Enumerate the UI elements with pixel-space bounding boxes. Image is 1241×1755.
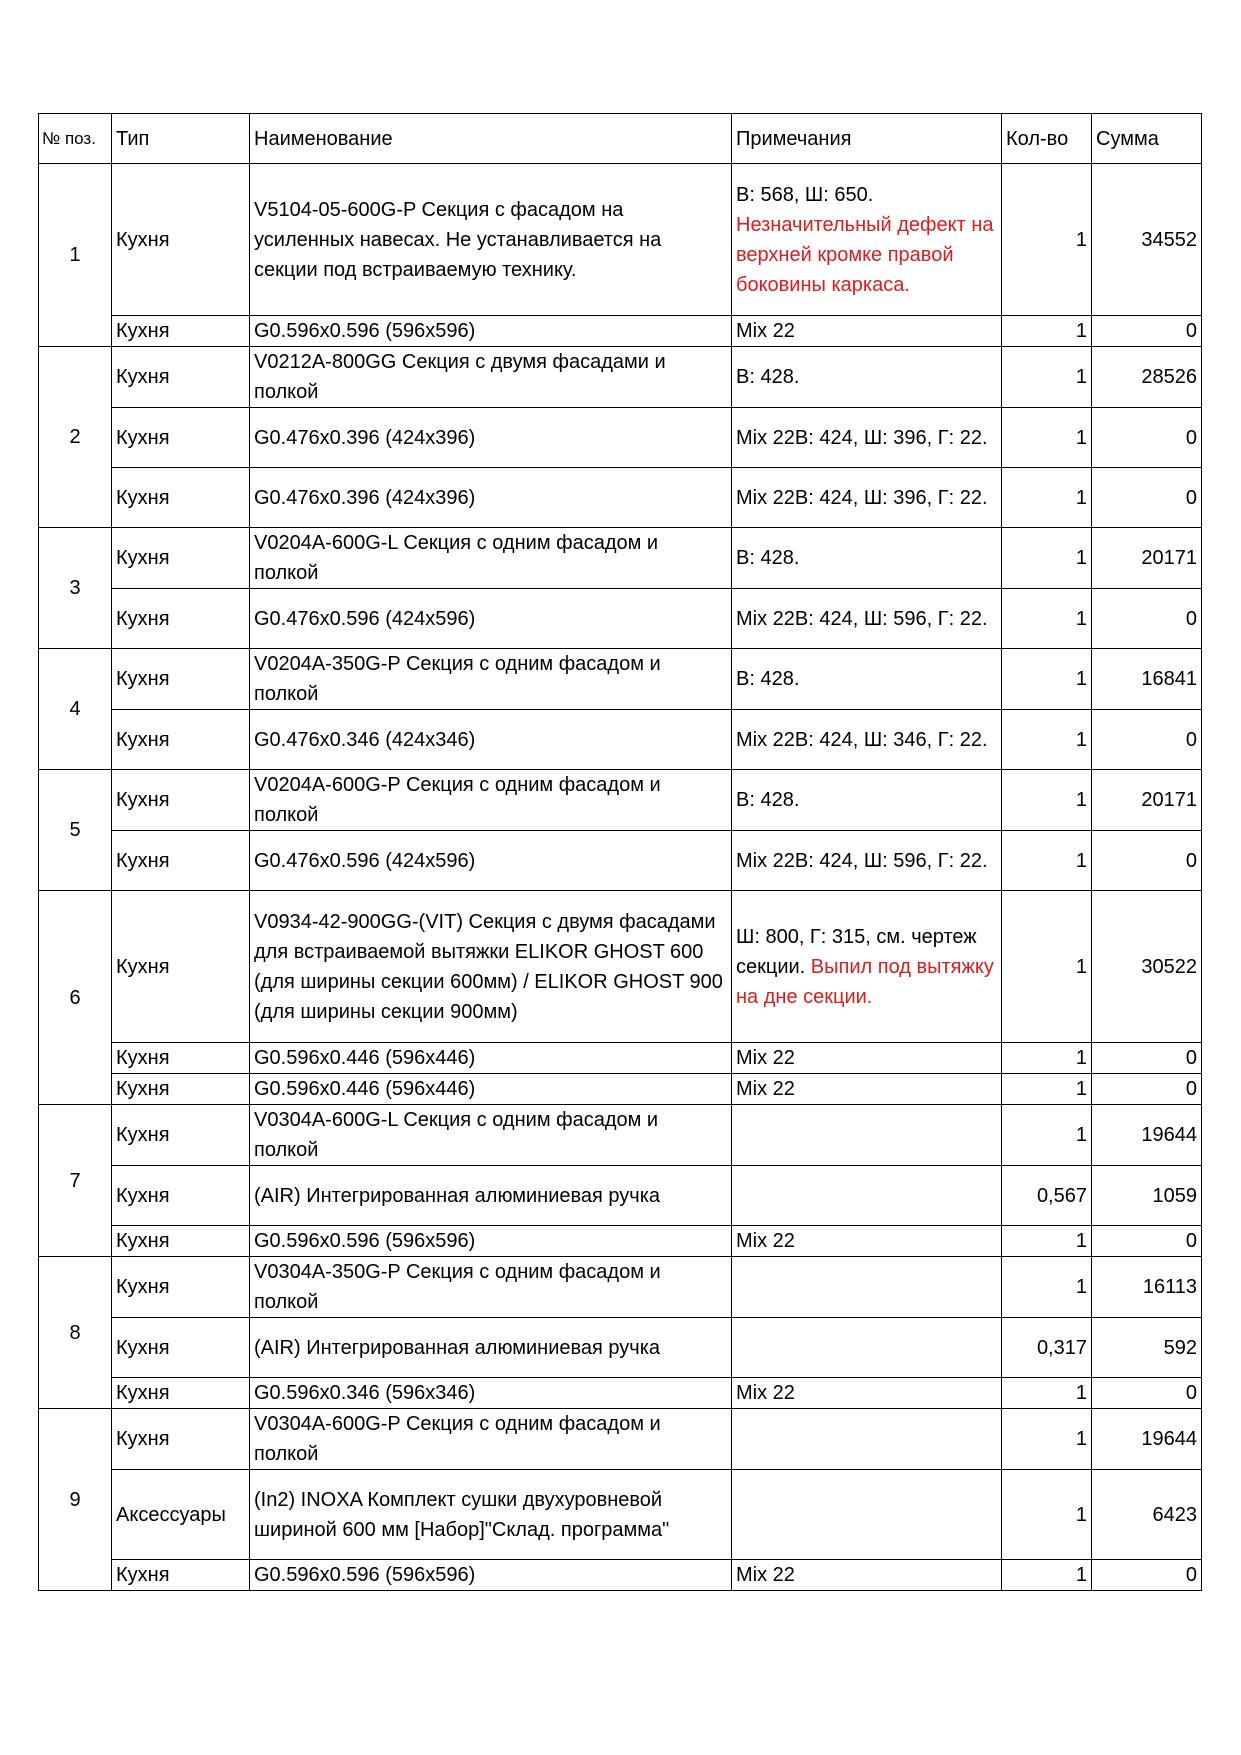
sum-cell: 0 — [1092, 589, 1202, 649]
type-cell: Кухня — [112, 770, 250, 831]
name-cell: V0212A-800GG Секция с двумя фасадами и полкой — [250, 347, 732, 408]
header-pos: № поз. — [39, 114, 112, 164]
sum-cell: 0 — [1092, 1226, 1202, 1257]
note-text: Mix 22В: 424, Ш: 596, Г: 22. — [736, 607, 988, 630]
table-row — [39, 1560, 1202, 1591]
sum-cell: 30522 — [1092, 891, 1202, 1043]
note-text: Mix 22 — [736, 1382, 795, 1404]
notes-cell — [732, 1318, 1002, 1378]
position-number: 7 — [39, 1105, 112, 1257]
quantity-cell: 1 — [1002, 1226, 1092, 1257]
header-row — [39, 114, 1202, 164]
name-cell: V0304A-600G-L Секция с одним фасадом и полкой — [250, 1105, 732, 1166]
name-cell: G0.596x0.346 (596x346) — [250, 1378, 732, 1409]
note-text: Mix 22 — [736, 1564, 795, 1586]
quantity-cell: 1 — [1002, 1043, 1092, 1074]
note-text: Mix 22В: 424, Ш: 346, Г: 22. — [736, 728, 988, 751]
type-cell: Кухня — [112, 589, 250, 649]
note-text: В: 568, Ш: 650. — [736, 183, 874, 206]
quantity-cell: 1 — [1002, 649, 1092, 710]
note-text: Ш: 800, Г: 315, см. чертеж секции. — [736, 925, 977, 978]
table-row — [39, 408, 1202, 468]
sum-cell: 19644 — [1092, 1409, 1202, 1470]
notes-cell — [732, 316, 1002, 347]
name-cell: (In2) INOXA Комплект сушки двухуровневой шириной 600 мм [Набор]"Склад. программа" — [250, 1470, 732, 1560]
notes-cell — [732, 1470, 1002, 1560]
name-cell: V0204A-600G-P Секция с одним фасадом и полкой — [250, 770, 732, 831]
table-row — [39, 831, 1202, 891]
table-row — [39, 528, 1202, 589]
quantity-cell: 1 — [1002, 316, 1092, 347]
note-text: Mix 22В: 424, Ш: 396, Г: 22. — [736, 486, 988, 509]
name-cell: G0.476x0.396 (424x396) — [250, 468, 732, 528]
note-text: В: 428. — [736, 668, 800, 690]
notes-cell — [732, 1105, 1002, 1166]
name-cell: G0.476x0.596 (424x596) — [250, 831, 732, 891]
type-cell: Кухня — [112, 1226, 250, 1257]
note-text: Mix 22 — [736, 1078, 795, 1100]
quantity-cell: 1 — [1002, 710, 1092, 770]
table-row — [39, 649, 1202, 710]
name-cell: G0.596x0.596 (596x596) — [250, 1560, 732, 1591]
sum-cell: 20171 — [1092, 528, 1202, 589]
quantity-cell: 1 — [1002, 1257, 1092, 1318]
position-number: 6 — [39, 891, 112, 1105]
notes-cell — [732, 1226, 1002, 1257]
type-cell: Кухня — [112, 831, 250, 891]
quantity-cell: 1 — [1002, 1470, 1092, 1560]
name-cell: V5104-05-600G-P Секция с фасадом на усиленных навесах. Не устанавливается на секции под встраиваемую технику. — [250, 164, 732, 316]
table-row — [39, 1166, 1202, 1226]
notes-cell — [732, 649, 1002, 710]
sum-cell: 19644 — [1092, 1105, 1202, 1166]
notes-cell — [732, 710, 1002, 770]
name-cell: (AIR) Интегрированная алюминиевая ручка — [250, 1318, 732, 1378]
quantity-cell: 1 — [1002, 347, 1092, 408]
notes-cell — [732, 1043, 1002, 1074]
sum-cell: 0 — [1092, 831, 1202, 891]
header-type: Тип — [112, 114, 250, 164]
quantity-cell: 1 — [1002, 528, 1092, 589]
type-cell: Кухня — [112, 1166, 250, 1226]
sum-cell: 16113 — [1092, 1257, 1202, 1318]
sum-cell: 0 — [1092, 1378, 1202, 1409]
table-row — [39, 1043, 1202, 1074]
sum-cell: 0 — [1092, 1074, 1202, 1105]
note-text: Mix 22В: 424, Ш: 396, Г: 22. — [736, 426, 988, 449]
table-row — [39, 347, 1202, 408]
notes-cell — [732, 1257, 1002, 1318]
sum-cell: 0 — [1092, 316, 1202, 347]
type-cell: Кухня — [112, 316, 250, 347]
name-cell: G0.596x0.446 (596x446) — [250, 1074, 732, 1105]
quantity-cell: 1 — [1002, 589, 1092, 649]
position-number: 9 — [39, 1409, 112, 1591]
name-cell: G0.596x0.446 (596x446) — [250, 1043, 732, 1074]
table-row — [39, 1257, 1202, 1318]
sum-cell: 0 — [1092, 1560, 1202, 1591]
type-cell: Кухня — [112, 891, 250, 1043]
sum-cell: 0 — [1092, 468, 1202, 528]
sum-cell: 34552 — [1092, 164, 1202, 316]
notes-cell — [732, 770, 1002, 831]
sum-cell: 592 — [1092, 1318, 1202, 1378]
specification-table — [38, 113, 1202, 1591]
type-cell: Кухня — [112, 710, 250, 770]
type-cell: Кухня — [112, 1257, 250, 1318]
notes-cell — [732, 347, 1002, 408]
table-row — [39, 1074, 1202, 1105]
type-cell: Кухня — [112, 528, 250, 589]
name-cell: G0.596x0.596 (596x596) — [250, 316, 732, 347]
sum-cell: 0 — [1092, 1043, 1202, 1074]
quantity-cell: 1 — [1002, 1560, 1092, 1591]
type-cell: Кухня — [112, 1318, 250, 1378]
name-cell: V0204A-350G-P Секция с одним фасадом и полкой — [250, 649, 732, 710]
name-cell: (AIR) Интегрированная алюминиевая ручка — [250, 1166, 732, 1226]
sum-cell: 1059 — [1092, 1166, 1202, 1226]
quantity-cell: 1 — [1002, 1378, 1092, 1409]
sum-cell: 28526 — [1092, 347, 1202, 408]
table-row — [39, 710, 1202, 770]
type-cell: Кухня — [112, 347, 250, 408]
position-number: 5 — [39, 770, 112, 891]
table-row — [39, 1378, 1202, 1409]
notes-cell — [732, 528, 1002, 589]
quantity-cell: 0,317 — [1002, 1318, 1092, 1378]
type-cell: Кухня — [112, 649, 250, 710]
quantity-cell: 0,567 — [1002, 1166, 1092, 1226]
quantity-cell: 1 — [1002, 164, 1092, 316]
notes-cell — [732, 468, 1002, 528]
quantity-cell: 1 — [1002, 770, 1092, 831]
notes-cell — [732, 589, 1002, 649]
notes-cell — [732, 1560, 1002, 1591]
table-row — [39, 164, 1202, 316]
name-cell: G0.476x0.596 (424x596) — [250, 589, 732, 649]
table-row — [39, 1470, 1202, 1560]
notes-cell — [732, 408, 1002, 468]
note-text: В: 428. — [736, 547, 800, 569]
quantity-cell: 1 — [1002, 408, 1092, 468]
quantity-cell: 1 — [1002, 1074, 1092, 1105]
header-qty: Кол-во — [1002, 114, 1092, 164]
notes-cell — [732, 1166, 1002, 1226]
header-name: Наименование — [250, 114, 732, 164]
type-cell: Кухня — [112, 1378, 250, 1409]
table-row — [39, 1105, 1202, 1166]
quantity-cell: 1 — [1002, 468, 1092, 528]
notes-cell — [732, 164, 1002, 316]
table-row — [39, 316, 1202, 347]
sum-cell: 16841 — [1092, 649, 1202, 710]
note-text: В: 428. — [736, 366, 800, 388]
notes-cell — [732, 891, 1002, 1043]
sum-cell: 20171 — [1092, 770, 1202, 831]
note-text: Mix 22В: 424, Ш: 596, Г: 22. — [736, 849, 988, 872]
header-notes: Примечания — [732, 114, 1002, 164]
name-cell: V0934-42-900GG-(VIT) Секция с двумя фасадами для встраиваемой вытяжки ELIKOR GHOST 600 (для ширины секции 600мм) / ELIKOR GHOST 900 (для ширины секции 900мм) — [250, 891, 732, 1043]
note-text: Mix 22 — [736, 1230, 795, 1252]
position-number: 3 — [39, 528, 112, 649]
notes-cell — [732, 1074, 1002, 1105]
table-row — [39, 468, 1202, 528]
table-row — [39, 770, 1202, 831]
note-text: Mix 22 — [736, 1047, 795, 1069]
note-text: В: 428. — [736, 789, 800, 811]
table-row — [39, 1409, 1202, 1470]
position-number: 4 — [39, 649, 112, 770]
notes-cell — [732, 1378, 1002, 1409]
defect-note: Незначительный дефект на верхней кромке правой боковины каркаса. — [736, 213, 994, 296]
sum-cell: 0 — [1092, 710, 1202, 770]
header-sum: Сумма — [1092, 114, 1202, 164]
position-number: 1 — [39, 164, 112, 347]
defect-note: Выпил под вытяжку на дне секции. — [736, 955, 994, 1008]
type-cell: Кухня — [112, 1105, 250, 1166]
table-row — [39, 1226, 1202, 1257]
type-cell: Кухня — [112, 468, 250, 528]
quantity-cell: 1 — [1002, 831, 1092, 891]
note-text: Mix 22 — [736, 320, 795, 342]
quantity-cell: 1 — [1002, 1409, 1092, 1470]
quantity-cell: 1 — [1002, 891, 1092, 1043]
table-row — [39, 891, 1202, 1043]
notes-cell — [732, 1409, 1002, 1470]
sum-cell: 6423 — [1092, 1470, 1202, 1560]
type-cell: Кухня — [112, 164, 250, 316]
type-cell: Кухня — [112, 1409, 250, 1470]
type-cell: Кухня — [112, 408, 250, 468]
table-body — [39, 164, 1202, 1591]
name-cell: V0304A-350G-P Секция с одним фасадом и полкой — [250, 1257, 732, 1318]
name-cell: V0204A-600G-L Секция с одним фасадом и полкой — [250, 528, 732, 589]
name-cell: G0.476x0.346 (424x346) — [250, 710, 732, 770]
quantity-cell: 1 — [1002, 1105, 1092, 1166]
position-number: 2 — [39, 347, 112, 528]
table-row — [39, 589, 1202, 649]
type-cell: Аксессуары — [112, 1470, 250, 1560]
type-cell: Кухня — [112, 1043, 250, 1074]
name-cell: V0304A-600G-P Секция с одним фасадом и полкой — [250, 1409, 732, 1470]
position-number: 8 — [39, 1257, 112, 1409]
name-cell: G0.596x0.596 (596x596) — [250, 1226, 732, 1257]
type-cell: Кухня — [112, 1074, 250, 1105]
notes-cell — [732, 831, 1002, 891]
table-row — [39, 1318, 1202, 1378]
sum-cell: 0 — [1092, 408, 1202, 468]
name-cell: G0.476x0.396 (424x396) — [250, 408, 732, 468]
type-cell: Кухня — [112, 1560, 250, 1591]
